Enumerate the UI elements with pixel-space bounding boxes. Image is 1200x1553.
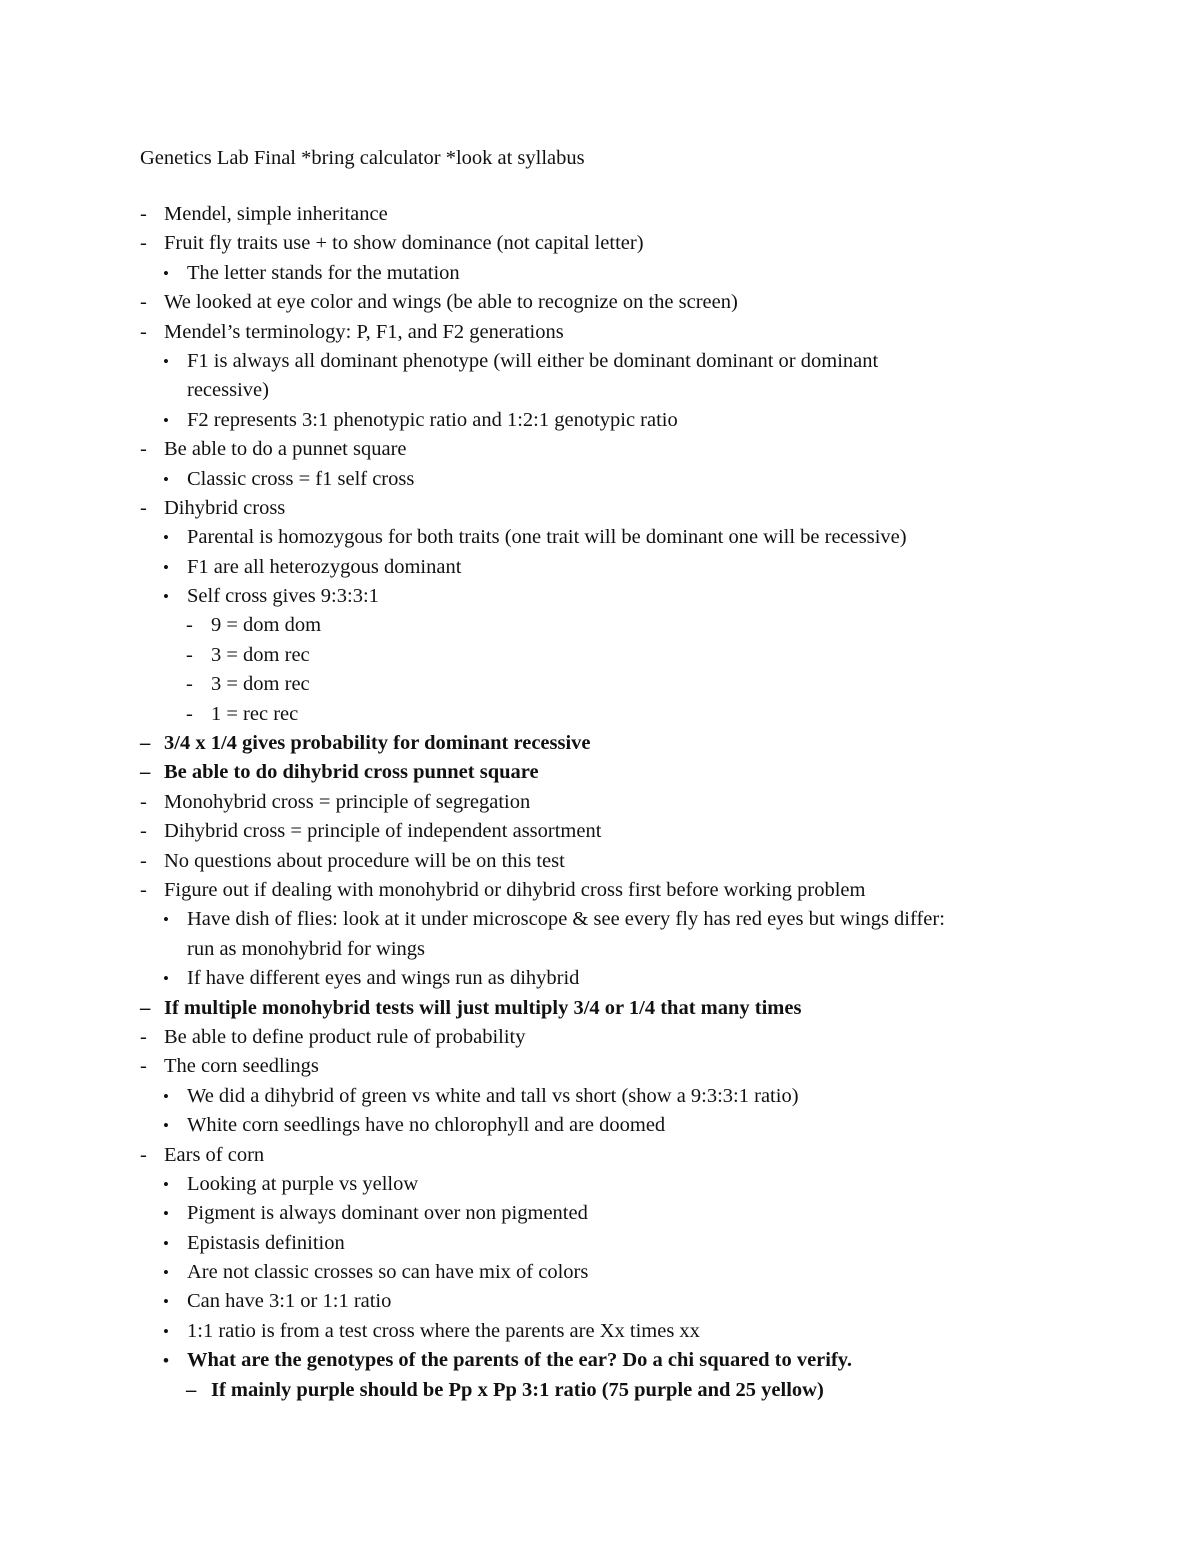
bullet-marker: •	[163, 969, 169, 989]
note-line	[0, 553, 1200, 582]
note-line	[0, 1199, 1200, 1228]
dash-marker: -	[186, 643, 193, 666]
note-text: No questions about procedure will be on this test	[164, 849, 565, 872]
note-line	[0, 288, 1200, 317]
note-text: F2 represents 3:1 phenotypic ratio and 1:2:1 genotypic ratio	[187, 408, 678, 431]
note-text: 1:1 ratio is from a test cross where the parents are Xx times xx	[187, 1319, 700, 1342]
bullet-marker: •	[163, 1086, 169, 1106]
note-text: run as monohybrid for wings	[187, 937, 426, 960]
bullet-marker: •	[163, 1174, 169, 1194]
note-line	[0, 729, 1200, 758]
note-line	[0, 611, 1200, 640]
note-line	[0, 1052, 1200, 1081]
note-text: 3/4 x 1/4 gives probability for dominant recessive	[164, 732, 591, 755]
note-line	[0, 1023, 1200, 1052]
bullet-marker: •	[163, 351, 169, 371]
bullet-marker: •	[163, 528, 169, 548]
note-text: Be able to do a punnet square	[164, 438, 407, 461]
note-line	[0, 200, 1200, 229]
note-text: 9 = dom dom	[211, 614, 322, 637]
note-line	[0, 582, 1200, 611]
note-text: 3 = dom rec	[211, 673, 310, 696]
note-line	[0, 1376, 1200, 1405]
note-line	[0, 964, 1200, 993]
note-text: Dihybrid cross	[164, 496, 286, 519]
note-line	[0, 641, 1200, 670]
note-line	[0, 1287, 1200, 1316]
bullet-marker: •	[163, 557, 169, 577]
bullet-marker: •	[163, 410, 169, 430]
bullet-marker: •	[163, 469, 169, 489]
note-text: recessive)	[187, 379, 269, 402]
note-line	[0, 1317, 1200, 1346]
note-text: F1 are all heterozygous dominant	[187, 555, 462, 578]
note-text: The corn seedlings	[164, 1055, 319, 1078]
bullet-marker: •	[163, 587, 169, 607]
note-line	[0, 994, 1200, 1023]
note-line	[0, 758, 1200, 787]
note-text: If multiple monohybrid tests will just multiply 3/4 or 1/4 that many times	[164, 996, 802, 1019]
note-text: Looking at purple vs yellow	[187, 1172, 419, 1195]
note-text: Be able to do dihybrid cross punnet square	[164, 761, 539, 784]
note-text: We looked at eye color and wings (be able to recognize on the screen)	[164, 291, 738, 314]
note-text: White corn seedlings have no chlorophyll and are doomed	[187, 1114, 666, 1137]
note-line	[0, 905, 1200, 934]
note-line	[0, 700, 1200, 729]
dash-marker: -	[140, 878, 147, 901]
note-line	[0, 670, 1200, 699]
dash-marker: -	[140, 203, 147, 225]
note-line	[0, 788, 1200, 817]
note-text: Mendel’s terminology: P, F1, and F2 generations	[164, 320, 564, 343]
note-text: Figure out if dealing with monohybrid or dihybrid cross first before working problem	[164, 878, 866, 901]
dash-marker: -	[140, 496, 147, 519]
note-text: Self cross gives 9:3:3:1	[187, 585, 379, 608]
note-line	[0, 1082, 1200, 1111]
note-text: Classic cross = f1 self cross	[187, 467, 415, 490]
note-text: Dihybrid cross = principle of independent assortment	[164, 820, 602, 843]
dash-marker: -	[140, 790, 147, 813]
note-line	[0, 465, 1200, 494]
dash-marker: -	[140, 320, 147, 343]
note-text: Can have 3:1 or 1:1 ratio	[187, 1290, 392, 1313]
note-line	[0, 229, 1200, 258]
note-text: Epistasis definition	[187, 1231, 345, 1254]
dash-marker: -	[140, 291, 147, 314]
note-line	[0, 876, 1200, 905]
note-line	[0, 318, 1200, 347]
dash-marker: –	[140, 732, 151, 755]
note-text: Ears of corn	[164, 1143, 265, 1166]
note-text: Fruit fly traits use + to show dominance (not capital letter)	[164, 232, 644, 255]
bullet-marker: •	[163, 1292, 169, 1312]
document-title: Genetics Lab Final *bring calculator *look at syllabus	[140, 147, 585, 169]
dash-marker: -	[140, 1025, 147, 1048]
dash-marker: -	[140, 849, 147, 872]
dash-marker: -	[140, 232, 147, 255]
note-text: If mainly purple should be Pp x Pp 3:1 ratio (75 purple and 25 yellow)	[211, 1378, 824, 1401]
note-text: Be able to define product rule of probability	[164, 1025, 526, 1048]
note-line	[0, 847, 1200, 876]
note-line	[0, 1111, 1200, 1140]
dash-marker: –	[186, 1378, 197, 1401]
note-line	[0, 376, 1200, 405]
dash-marker: -	[140, 1143, 147, 1166]
note-line	[0, 523, 1200, 552]
note-line	[0, 1258, 1200, 1287]
notes-list	[0, 200, 1200, 1405]
note-text: Pigment is always dominant over non pigmented	[187, 1202, 588, 1225]
note-line	[0, 1346, 1200, 1375]
note-text: If have different eyes and wings run as dihybrid	[187, 967, 580, 990]
dash-marker: -	[140, 820, 147, 843]
note-text: F1 is always all dominant phenotype (will either be dominant dominant or dominant	[187, 349, 879, 372]
note-line	[0, 347, 1200, 376]
note-line	[0, 935, 1200, 964]
note-text: 3 = dom rec	[211, 643, 310, 666]
dash-marker: -	[186, 614, 193, 637]
dash-marker: -	[186, 673, 193, 696]
dash-marker: -	[186, 702, 193, 725]
note-line	[0, 494, 1200, 523]
note-line	[0, 1141, 1200, 1170]
bullet-marker: •	[163, 1233, 169, 1253]
note-text: Parental is homozygous for both traits (one trait will be dominant one will be recessive)	[187, 526, 907, 549]
bullet-marker: •	[163, 1351, 169, 1371]
dash-marker: –	[140, 761, 151, 784]
note-text: The letter stands for the mutation	[187, 261, 460, 284]
bullet-marker: •	[163, 1263, 169, 1283]
note-text: 1 = rec rec	[211, 702, 299, 725]
note-line	[0, 817, 1200, 846]
note-line	[0, 1170, 1200, 1199]
bullet-marker: •	[163, 1116, 169, 1136]
note-text: What are the genotypes of the parents of the ear? Do a chi squared to verify.	[187, 1349, 853, 1372]
dash-marker: –	[140, 996, 151, 1019]
dash-marker: -	[140, 438, 147, 461]
bullet-marker: •	[163, 263, 169, 283]
note-line	[0, 406, 1200, 435]
note-text: Are not classic crosses so can have mix of colors	[187, 1261, 589, 1284]
bullet-marker: •	[163, 1321, 169, 1341]
note-line	[0, 1229, 1200, 1258]
note-text: Monohybrid cross = principle of segregation	[164, 790, 531, 813]
note-line	[0, 259, 1200, 288]
note-line	[0, 435, 1200, 464]
note-text: Have dish of flies: look at it under microscope & see every fly has red eyes but wings differ:	[187, 908, 945, 931]
note-text: Mendel, simple inheritance	[164, 203, 388, 225]
bullet-marker: •	[163, 1204, 169, 1224]
note-text: We did a dihybrid of green vs white and tall vs short (show a 9:3:3:1 ratio)	[187, 1084, 799, 1107]
bullet-marker: •	[163, 910, 169, 930]
dash-marker: -	[140, 1055, 147, 1078]
